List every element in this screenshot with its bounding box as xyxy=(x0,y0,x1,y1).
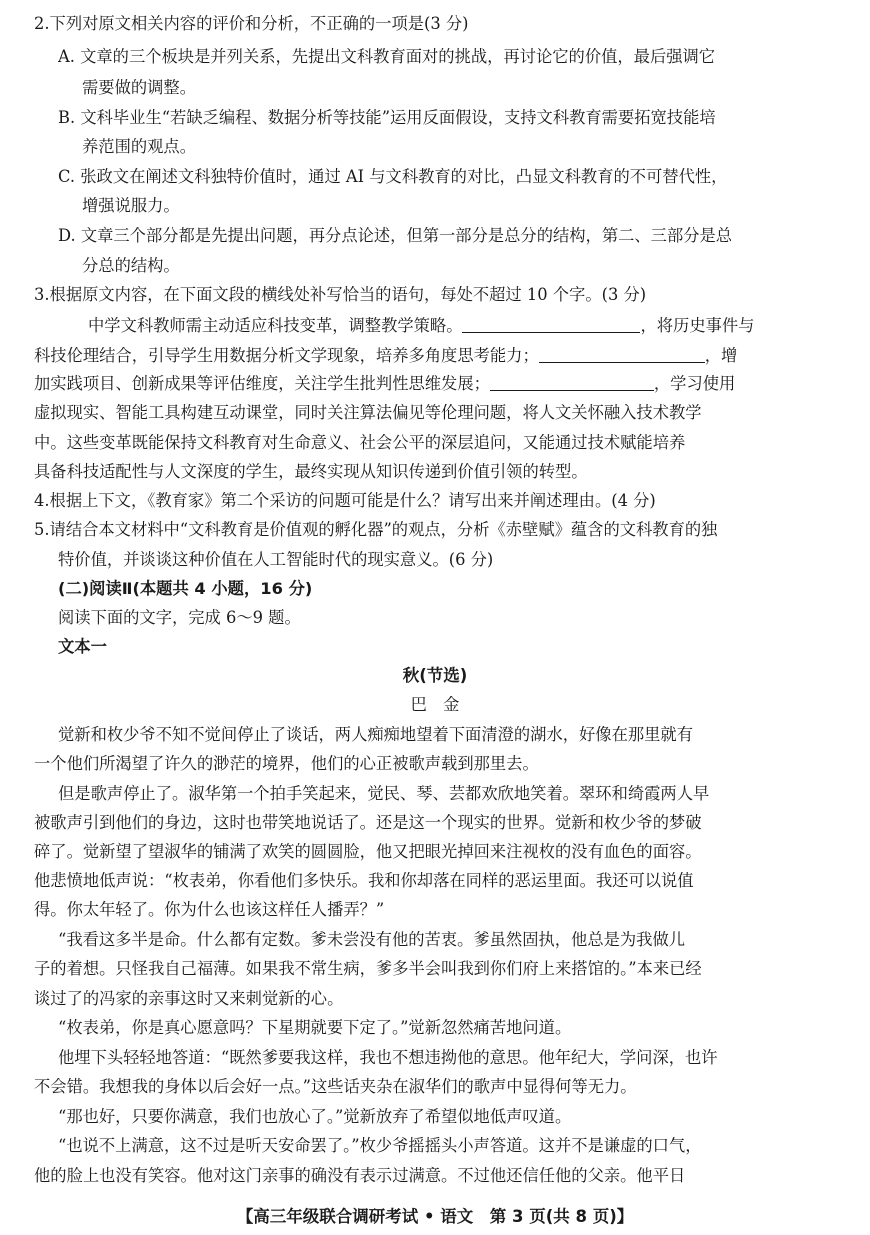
q3-passage-text: 加实践项目、创新成果等评估维度，关注学生批判性思维发展； xyxy=(34,374,490,393)
article-line: 碎了。觉新望了望淑华的铺满了欢笑的圆圆脸，他又把眼光掉回来注视枚的没有血色的面容。 xyxy=(34,842,702,861)
q2-option-d-line-1: D. 文章三个部分都是先提出问题，再分点论述，但第一部分是总分的结构，第二、三部分是总 xyxy=(58,226,733,245)
article-title: 秋(节选) xyxy=(402,666,468,685)
q3-passage-line-2 xyxy=(34,341,840,371)
article-line: 一个他们所渴望了许久的渺茫的境界，他们的心正被歌声载到那里去。 xyxy=(34,754,539,773)
q3-passage-line-5: 中。这些变革既能保持文科教育对生命意义、社会公平的深层追问，又能通过技术赋能培养 xyxy=(34,433,686,452)
q2-option-b-line-1: B. 文科毕业生“若缺乏编程、数据分析等技能”运用反面假设，支持文科教育需要拓宽技能培 xyxy=(58,108,716,127)
q3-passage-line-1 xyxy=(88,311,840,341)
q3-passage-text: 中学文科教师需主动适应科技变革，调整教学策略。 xyxy=(88,316,463,335)
q2-option-a-line-1: A. 文章的三个板块是并列关系，先提出文科教育面对的挑战，再讨论它的价值，最后强调它 xyxy=(58,47,716,66)
q3-passage-text: ，增 xyxy=(704,346,738,365)
article-line: “那也好，只要你满意，我们也放心了。”觉新放弃了希望似地低声叹道。 xyxy=(58,1107,572,1126)
article-line: 谈过了的冯家的亲事这时又来刺觉新的心。 xyxy=(34,989,344,1008)
question-4-stem: 4.根据上下文，《教育家》第二个采访的问题可能是什么？请写出来并阐述理由。(4 分) xyxy=(34,491,656,510)
q2-option-c-line-1: C. 张政文在阐述文科独特价值时，通过 AI 与文科教育的对比，凸显文科教育的不可替代性， xyxy=(58,167,728,186)
article-line: 他的脸上也没有笑容。他对这门亲事的确没有表示过满意。不过他还信任他的父亲。他平日 xyxy=(34,1166,686,1185)
q3-passage-line-6: 具备科技适配性与人文深度的学生，最终实现从知识传递到价值引领的转型。 xyxy=(34,462,588,481)
q2-option-a-line-2: 需要做的调整。 xyxy=(82,78,196,97)
article-line: 被歌声引到他们的身边，这时也带笑地说话了。还是这一个现实的世界。觉新和枚少爷的梦破 xyxy=(34,813,702,832)
answer-blank-1[interactable] xyxy=(462,314,640,333)
q3-passage-text: ，学习使用 xyxy=(653,374,736,393)
q3-passage-line-4: 虚拟现实、智能工具构建互动课堂，同时关注算法偏见等伦理问题，将人文关怀融入技术教学 xyxy=(34,403,702,422)
article-line: “我看这多半是命。什么都有定数。爹未尝没有他的苦衷。爹虽然固执，他总是为我做儿 xyxy=(58,930,686,949)
article-line: “也说不上满意，这不过是听天安命罢了。”枚少爷摇摇头小声答道。这并不是谦虚的口气， xyxy=(58,1136,702,1155)
q3-passage-text: ，将历史事件与 xyxy=(640,316,755,335)
section-instruction: 阅读下面的文字，完成 6～9 题。 xyxy=(58,608,301,627)
q2-option-d-line-2: 分总的结构。 xyxy=(82,256,180,275)
article-line: 不会错。我想我的身体以后会好一点。”这些话夹杂在淑华们的歌声中显得何等无力。 xyxy=(34,1077,637,1096)
q3-passage-text: 科技伦理结合，引导学生用数据分析文学现象，培养多角度思考能力； xyxy=(34,346,539,365)
article-line: 但是歌声停止了。淑华第一个拍手笑起来，觉民、琴、芸都欢欣地笑着。翠环和绮霞两人早 xyxy=(58,784,710,803)
page-footer: 【高三年级联合调研考试 • 语文 第 3 页(共 8 页)】 xyxy=(236,1207,634,1226)
q3-passage-line-3 xyxy=(34,369,840,399)
answer-blank-2[interactable] xyxy=(539,344,705,363)
article-line: 他埋下头轻轻地答道：“既然爹要我这样，我也不想违拗他的意思。他年纪大，学问深，也许 xyxy=(58,1048,718,1067)
q2-option-c-line-2: 增强说服力。 xyxy=(82,196,180,215)
text-one-label: 文本一 xyxy=(58,637,107,656)
question-5-line-1: 5.请结合本文材料中“文科教育是价值观的孵化器”的观点，分析《赤壁赋》蕴含的文科教育的独 xyxy=(34,520,718,539)
question-2-stem: 2.下列对原文相关内容的评价和分析，不正确的一项是(3 分) xyxy=(34,14,469,33)
answer-blank-3[interactable] xyxy=(490,372,654,391)
article-line: “枚表弟，你是真心愿意吗？下星期就要下定了。”觉新忽然痛苦地问道。 xyxy=(58,1018,572,1037)
q2-option-b-line-2: 养范围的观点。 xyxy=(82,137,196,156)
article-author: 巴 金 xyxy=(410,695,460,714)
section-heading: (二)阅读Ⅱ(本题共 4 小题，16 分) xyxy=(58,579,313,598)
question-3-stem: 3.根据原文内容，在下面文段的横线处补写恰当的语句，每处不超过 10 个字。(3 分) xyxy=(34,285,647,304)
article-line: 他悲愤地低声说：“枚表弟，你看他们多快乐。我和你却落在同样的恶运里面。我还可以说值 xyxy=(34,871,694,890)
question-5-line-2: 特价值，并谈谈这种价值在人工智能时代的现实意义。(6 分) xyxy=(58,550,494,569)
article-line: 子的着想。只怪我自己福薄。如果我不常生病，爹多半会叫我到你们府上来搭馆的。”本来已经 xyxy=(34,959,702,978)
article-line: 得。你太年轻了。你为什么也该这样任人播弄？” xyxy=(34,900,385,919)
article-line: 觉新和枚少爷不知不觉间停止了谈话，两人痴痴地望着下面清澄的湖水，好像在那里就有 xyxy=(58,725,693,744)
